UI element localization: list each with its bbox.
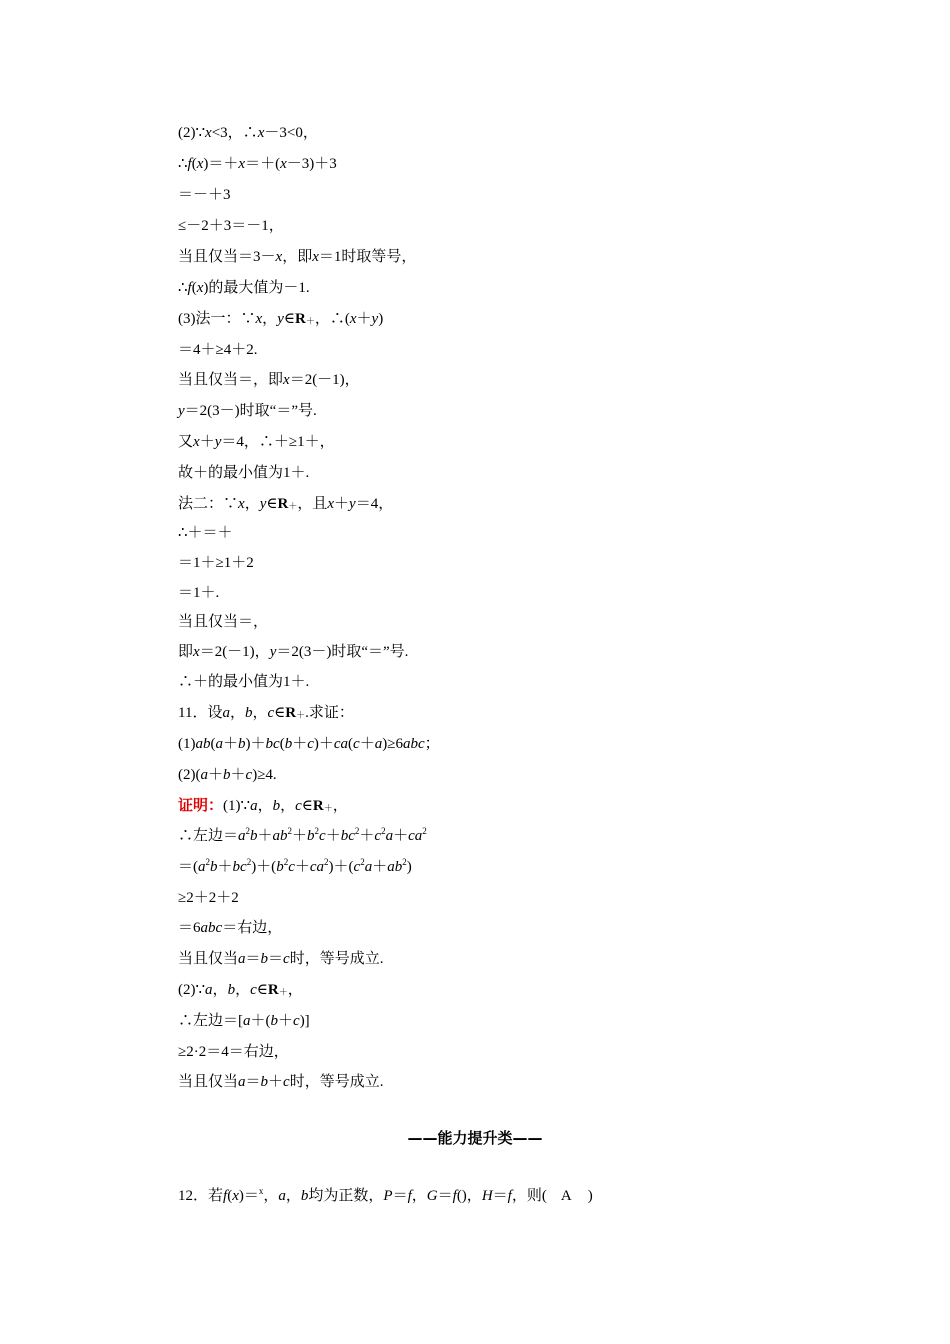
text-line: ∴左边$=a^2b+ab^2+b^2c+bc^2+c^2a+ca^2$ xyxy=(178,826,427,844)
text-line: ＝1＋≥1＋2 xyxy=(178,555,254,571)
text-line: 即x＝2(－1)，y＝2(3－)时取“＝”号. xyxy=(178,644,409,660)
text-line: ∴＋的最小值为1＋. xyxy=(178,674,310,690)
text-line: $=(a^2b+bc^2)+(b^2c+ca^2)+(c^2a+ab^2)$ xyxy=(178,857,412,875)
text-line: 当且仅当a＝b＋c时，等号成立. xyxy=(178,1074,384,1090)
text-line: (2)∵x<3，∴x－3<0， xyxy=(178,125,318,141)
text-line: ∴f(x)的最大值为－1. xyxy=(178,280,310,296)
proof-label: 证明： xyxy=(178,798,224,814)
text-line: ＝－＋3 xyxy=(178,187,231,203)
answer: A xyxy=(560,1188,572,1204)
text-line: ∴f(x)＝＋x＝＋(x－3)＋3 xyxy=(178,156,337,172)
text-line: ≥2＋2＋2 xyxy=(178,890,239,906)
text-line: (1)ab(a＋b)＋bc(b＋c)＋ca(c＋a)≥6abc； xyxy=(178,736,440,752)
text-line: y＝2(3－)时取“＝”号. xyxy=(178,403,317,419)
text-line: ≥2·2＝4＝右边， xyxy=(178,1044,289,1060)
proof-line: 证明：(1)∵a，b，$c\in R_+$， xyxy=(178,798,348,814)
text-line: ＝6abc＝右边， xyxy=(178,920,283,936)
text-line: 故＋的最小值为1＋. xyxy=(178,465,310,481)
text-line: ∴左边＝[a＋(b＋c)] xyxy=(178,1013,310,1029)
text-line: (3)法一：∵x，$y\in R_+$，∴(x＋y) xyxy=(178,311,384,327)
question-12: 12．若f(x)＝$^x$，a，b均为正数，P＝f，G＝f()，H＝f，则( A ) xyxy=(178,1186,593,1204)
answer-close: ) xyxy=(587,1188,593,1204)
text-line: ∴＋＝＋ xyxy=(178,525,233,541)
text-line: 当且仅当a＝b＝c时，等号成立. xyxy=(178,951,384,967)
section-title: ——能力提升类—— xyxy=(407,1129,543,1147)
text-line: 法二：∵x，$y\in R_+$，且x＋y＝4， xyxy=(178,496,394,512)
text-line: (2)(a＋b＋c)≥4. xyxy=(178,767,277,783)
question-11: 11．设a，b，$c\in R_+$.求证： xyxy=(178,705,354,721)
text-line: 又x＋y＝4，∴＋≥1＋， xyxy=(178,434,335,450)
text-line: 当且仅当＝3－x，即x＝1时取等号， xyxy=(178,249,417,265)
text-line: 当且仅当＝， xyxy=(178,614,269,630)
text-line: ＝4＋≥4＋2. xyxy=(178,342,258,358)
text-line: ＝1＋. xyxy=(178,585,220,601)
text-line: 当且仅当＝，即x＝2(－1)， xyxy=(178,372,360,388)
text-line: ≤－2＋3＝－1， xyxy=(178,218,284,234)
text-line: (2)∵a，b，$c\in R_+$， xyxy=(178,982,303,998)
